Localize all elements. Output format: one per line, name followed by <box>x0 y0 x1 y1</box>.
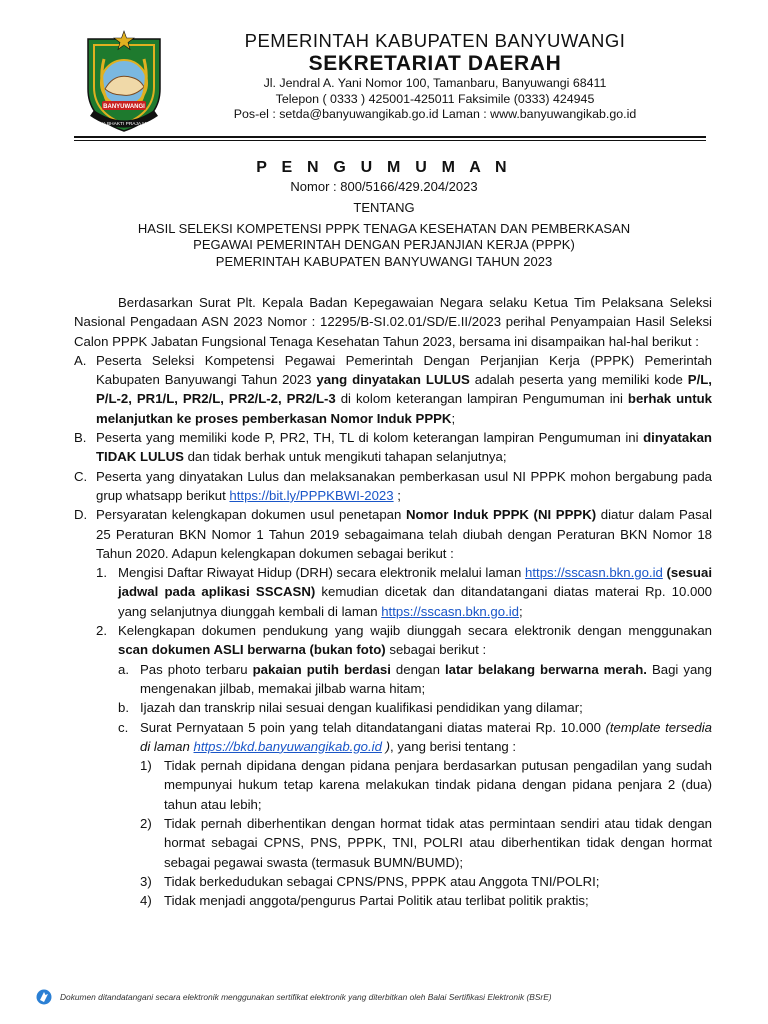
list-item-d2b: b. Ijazah dan transkrip nilai sesuai dengan kualifikasi pendidikan yang dilamar; <box>74 698 712 717</box>
letterhead-divider-thick <box>74 136 706 138</box>
statement-point-2: 2) Tidak pernah diberhentikan dengan hormat tidak atas permintaan sendiri atau tidak dengan hormat sebagai CPNS, PNS, PPPK, TNI, POLRI atau diberhentikan tidak dengan hormat sebagai pegawai swasta (termasuk BUMN/BUMD); <box>140 816 712 870</box>
list-marker: D. <box>74 507 88 523</box>
announcement-body <box>74 293 712 911</box>
statement-point-4: 4) Tidak menjadi anggota/pengurus Partai Politik atau terlibat politik praktis; <box>74 891 712 910</box>
list-item-d2c: c. Surat Pernyataan 5 poin yang telah ditandatangani diatas materai Rp. 10.000 (template tersedia di laman https://bkd.banyuwangikab.go.id ), yang berisi tentang : <box>118 719 712 754</box>
list-marker: 4) <box>140 893 152 909</box>
sscasn-link[interactable]: https://sscasn.bkn.go.id <box>525 565 663 581</box>
list-item-d1: 1. Mengisi Daftar Riwayat Hidup (DRH) secara elektronik melalui laman https://sscasn.bkn.go.id (sesuai jadwal pada aplikasi SSCASN) kemudian dicetak dan ditandatangani diatas materai Rp. 10.000 yang selanjutnya diunggah kembali di laman https://sscasn.bkn.go.id; <box>96 565 712 619</box>
list-marker: 3) <box>140 873 152 889</box>
list-marker: 2. <box>96 623 107 639</box>
logo-motto: SATYA BHAKTI PRAJA MUKTI <box>90 122 158 127</box>
banyuwangi-coat-of-arms-logo <box>78 27 170 135</box>
about-label: TENTANG <box>353 199 415 215</box>
letterhead <box>180 30 690 123</box>
list-marker: a. <box>118 661 129 677</box>
list-marker: 1) <box>140 758 152 774</box>
list-marker: c. <box>118 719 129 735</box>
bsre-logo-icon <box>36 989 52 1005</box>
statement-point-3: 3) Tidak berkedudukan sebagai CPNS/PNS, PPPK atau Anggota TNI/POLRI; <box>74 872 712 891</box>
announcement-title-block <box>0 157 768 271</box>
list-item-d2a: a. Pas photo terbaru pakaian putih berdasi dengan latar belakang berwarna merah. Bagi yang mengenakan jilbab, memakai jilbab warna hitam; <box>118 661 712 696</box>
subject-line-2: PEGAWAI PEMERINTAH DENGAN PERJANJIAN KERJA (PPPK) <box>193 237 575 253</box>
list-marker: B. <box>74 430 87 446</box>
subject-line-3: PEMERINTAH KABUPATEN BANYUWANGI TAHUN 2023 <box>215 254 553 270</box>
e-signature-footer <box>36 989 756 1009</box>
government-name: PEMERINTAH KABUPATEN BANYUWANGI <box>244 30 626 51</box>
list-item-b: B. Peserta yang memiliki kode P, PR2, TH, TL di kolom keterangan lampiran Pengumuman ini dinyatakan TIDAK LULUS dan tidak berhak untuk mengikuti tahapan selanjutnya; <box>74 430 712 465</box>
list-marker: b. <box>118 700 129 716</box>
list-item-d: D. Persyaratan kelengkapan dokumen usul penetapan Nomor Induk PPPK (NI PPPK) diatur dalam Pasal 25 Peraturan BKN Nomor 1 Tahun 2019 sebagaimana telah diubah dengan Peraturan BKN Nomor 18 Tahun 2020. Adapun kelengkapan dokumen sebagai berikut : <box>74 507 712 561</box>
footer-note: Dokumen ditandatangani secara elektronik menggunakan sertifikat elektronik yang diterbitkan oleh Balai Sertifikasi Elektronik (BSrE) <box>60 992 552 1002</box>
office-address: Jl. Jendral A. Yani Nomor 100, Tamanbaru, Banyuwangi 68411 <box>263 76 607 90</box>
list-marker: C. <box>74 468 88 484</box>
intro-paragraph: Berdasarkan Surat Plt. Kepala Badan Kepegawaian Negara selaku Ketua Tim Pelaksana Seleksi Nasional Pengadaan ASN 2023 Nomor : 12295/B-SI.02.01/SD/E.II/2023 perihal Penyampaian Hasil Seleksi Calon PPPK Jabatan Fungsional Tenaga Kesehatan Tahun 2023, bersama ini disampaikan hal-hal berikut : <box>74 295 712 349</box>
announcement-heading: P E N G U M U M A N <box>256 159 512 176</box>
bkd-template-link[interactable]: https://bkd.banyuwangikab.go.id <box>193 738 382 754</box>
sscasn-link[interactable]: https://sscasn.bkn.go.id <box>381 603 520 619</box>
letter-number: Nomor : 800/5166/429.204/2023 <box>290 179 478 194</box>
whatsapp-group-link[interactable]: https://bit.ly/PPPKBWI-2023 <box>229 487 394 503</box>
statement-point-1: 1) Tidak pernah dipidana dengan pidana penjara berdasarkan putusan pengadilan yang sudah mempunyai hukum tetap karena melakukan tindak pidana dengan pidana penjara 2 (dua) tahun atau lebih; <box>140 758 712 812</box>
list-marker: 1. <box>96 565 107 581</box>
logo-text: BANYUWANGI <box>103 104 145 110</box>
letterhead-divider-thin <box>74 140 706 141</box>
department-name: SEKRETARIAT DAERAH <box>308 52 562 75</box>
subject-line-1: HASIL SELEKSI KOMPETENSI PPPK TENAGA KESEHATAN DAN PEMBERKASAN <box>137 220 631 236</box>
list-item-d2: 2. Kelengkapan dokumen pendukung yang wajib diunggah secara elektronik dengan menggunakan scan dokumen ASLI berwarna (bukan foto) sebagai berikut : <box>96 623 712 658</box>
office-phone: Telepon ( 0333 ) 425001-425011 Faksimile (0333) 424945 <box>275 91 595 106</box>
list-item-a: A. Peserta Seleksi Kompetensi Pegawai Pemerintah Dengan Perjanjian Kerja (PPPK) Pemerintah Kabupaten Banyuwangi Tahun 2023 yang dinyatakan LULUS adalah peserta yang memiliki kode P/L, P/L-2, PR1/L, PR2/L, PR2/L-2, PR2/L-3 di kolom keterangan lampiran Pengumuman ini berhak untuk melanjutkan ke proses pemberkasan Nomor Induk PPPK; <box>74 352 713 426</box>
list-item-c: C. Peserta yang dinyatakan Lulus dan melaksanakan pemberkasan usul NI PPPK mohon bergabung pada grup whatsapp berikut https://bit.ly/PPPKBWI-2023 ; <box>74 468 712 503</box>
list-marker: 2) <box>140 816 152 832</box>
list-marker: A. <box>74 352 87 368</box>
office-email-website: Pos-el : setda@banyuwangikab.go.id Laman : www.banyuwangikab.go.id <box>233 107 637 121</box>
